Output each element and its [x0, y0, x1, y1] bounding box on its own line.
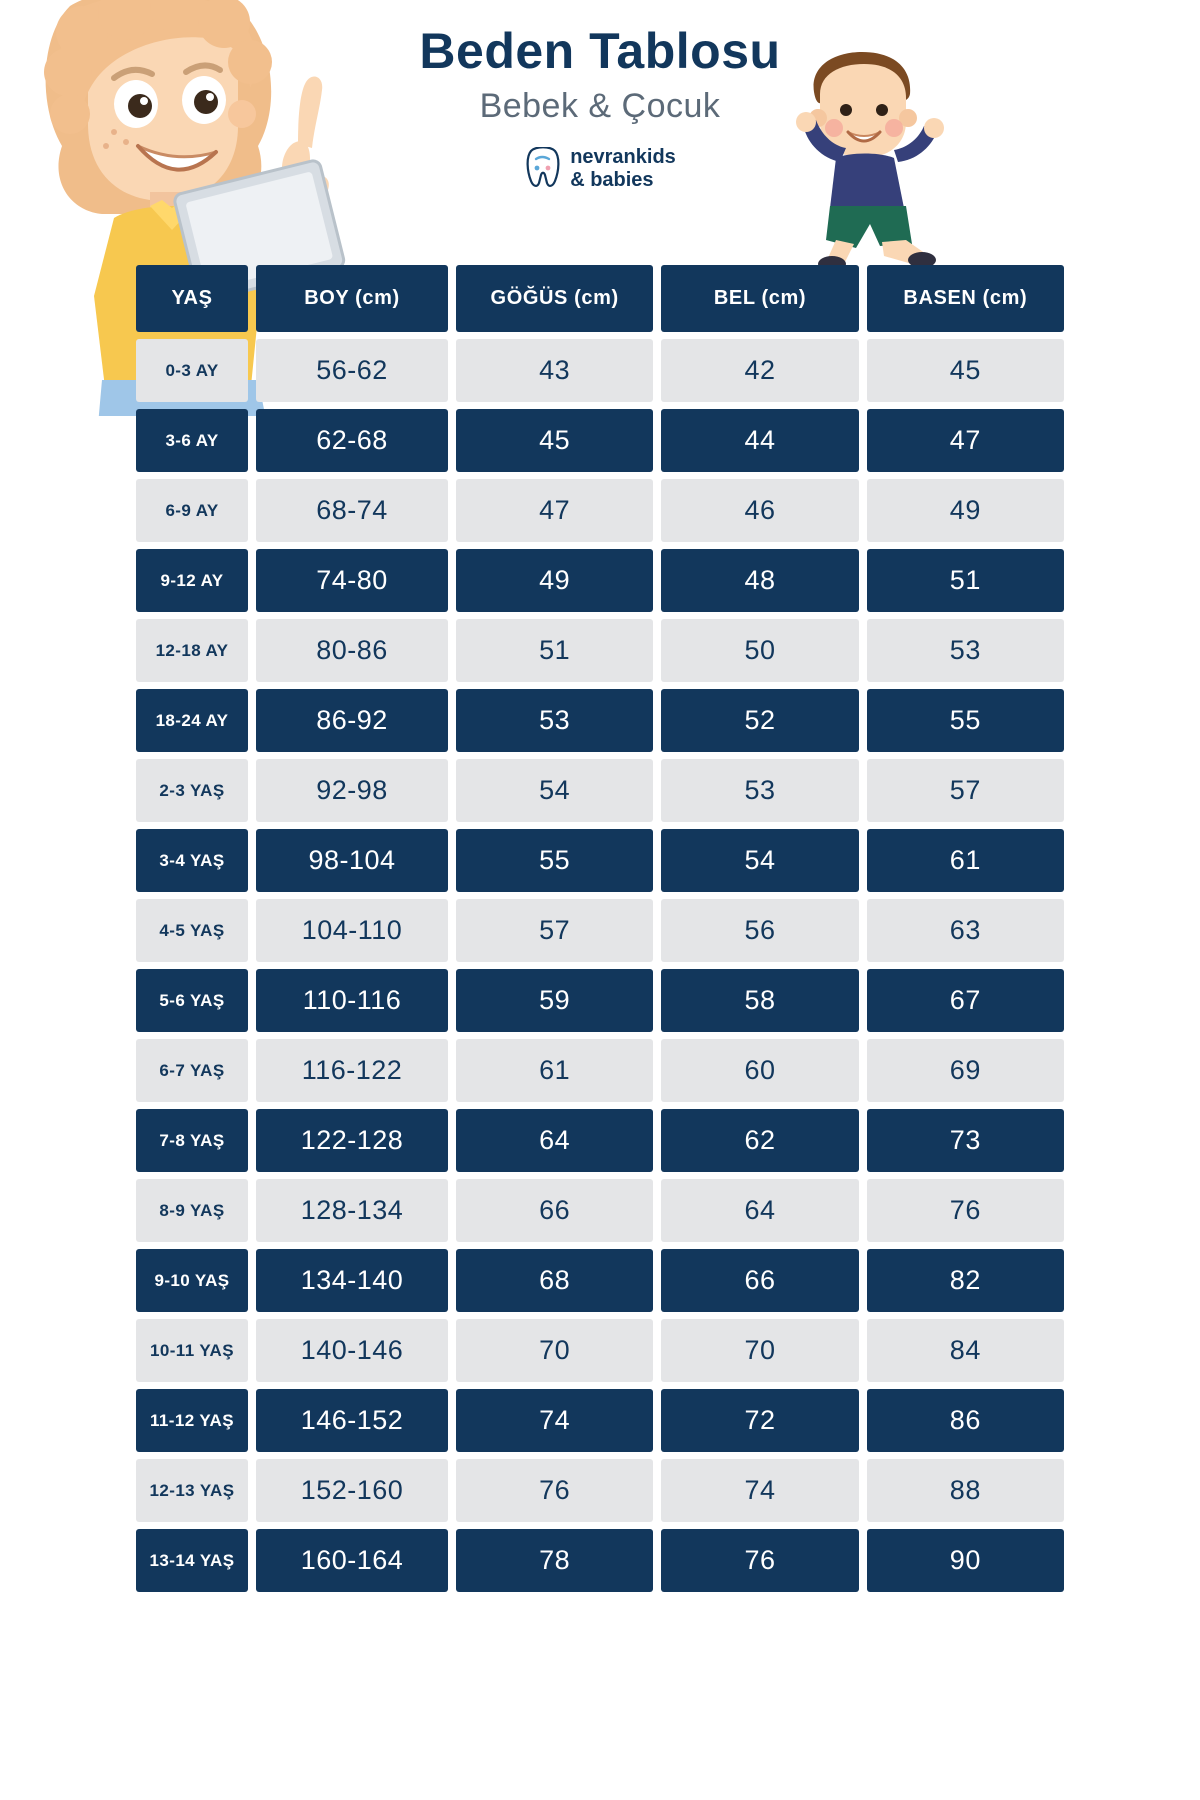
cell-age: 3-4 YAŞ [136, 829, 248, 892]
cell-age: 7-8 YAŞ [136, 1109, 248, 1172]
table-header-row [136, 265, 1064, 332]
cell-age: 4-5 YAŞ [136, 899, 248, 962]
cell-height: 98-104 [256, 829, 448, 892]
cell-chest: 70 [456, 1319, 653, 1382]
cell-chest: 68 [456, 1249, 653, 1312]
cell-hip: 86 [867, 1389, 1064, 1452]
cell-height: 160-164 [256, 1529, 448, 1592]
tooth-icon [524, 147, 560, 191]
cell-hip: 51 [867, 549, 1064, 612]
cell-hip: 67 [867, 969, 1064, 1032]
cell-height: 122-128 [256, 1109, 448, 1172]
cell-waist: 76 [661, 1529, 858, 1592]
cell-age: 12-18 AY [136, 619, 248, 682]
cell-chest: 47 [456, 479, 653, 542]
cell-waist: 62 [661, 1109, 858, 1172]
cell-chest: 43 [456, 339, 653, 402]
cell-height: 110-116 [256, 969, 448, 1032]
cell-hip: 63 [867, 899, 1064, 962]
cell-hip: 45 [867, 339, 1064, 402]
brand-line-2: & babies [570, 169, 654, 191]
cell-age: 8-9 YAŞ [136, 1179, 248, 1242]
cell-waist: 54 [661, 829, 858, 892]
cell-age: 13-14 YAŞ [136, 1529, 248, 1592]
cell-waist: 74 [661, 1459, 858, 1522]
cell-waist: 56 [661, 899, 858, 962]
cell-hip: 76 [867, 1179, 1064, 1242]
cell-waist: 44 [661, 409, 858, 472]
cell-height: 134-140 [256, 1249, 448, 1312]
table-row [136, 1319, 1064, 1382]
cell-waist: 48 [661, 549, 858, 612]
table-row [136, 1109, 1064, 1172]
cell-height: 146-152 [256, 1389, 448, 1452]
cell-hip: 47 [867, 409, 1064, 472]
cell-waist: 50 [661, 619, 858, 682]
cell-waist: 42 [661, 339, 858, 402]
column-header-hip: BASEN (cm) [867, 265, 1064, 332]
column-header-waist: BEL (cm) [661, 265, 858, 332]
cell-height: 92-98 [256, 759, 448, 822]
cell-height: 116-122 [256, 1039, 448, 1102]
cell-height: 128-134 [256, 1179, 448, 1242]
brand-line-1: nevrankids [570, 146, 676, 168]
cell-age: 0-3 AY [136, 339, 248, 402]
column-header-age: YAŞ [136, 265, 248, 332]
cell-age: 6-9 AY [136, 479, 248, 542]
cell-height: 68-74 [256, 479, 448, 542]
title-block [0, 24, 1200, 192]
cell-height: 152-160 [256, 1459, 448, 1522]
cell-hip: 53 [867, 619, 1064, 682]
cell-chest: 61 [456, 1039, 653, 1102]
table-row [136, 1529, 1064, 1592]
size-table-container [0, 258, 1200, 1599]
cell-age: 11-12 YAŞ [136, 1389, 248, 1452]
cell-waist: 58 [661, 969, 858, 1032]
cell-hip: 57 [867, 759, 1064, 822]
cell-waist: 70 [661, 1319, 858, 1382]
table-row [136, 619, 1064, 682]
cell-age: 3-6 AY [136, 409, 248, 472]
cell-waist: 53 [661, 759, 858, 822]
table-row [136, 1459, 1064, 1522]
column-header-chest: GÖĞÜS (cm) [456, 265, 653, 332]
cell-chest: 51 [456, 619, 653, 682]
table-row [136, 1249, 1064, 1312]
cell-height: 140-146 [256, 1319, 448, 1382]
cell-chest: 49 [456, 549, 653, 612]
table-row [136, 1179, 1064, 1242]
cell-chest: 53 [456, 689, 653, 752]
table-body [136, 339, 1064, 1592]
cell-age: 6-7 YAŞ [136, 1039, 248, 1102]
table-row [136, 1389, 1064, 1452]
cell-waist: 60 [661, 1039, 858, 1102]
table-header [136, 265, 1064, 332]
cell-hip: 49 [867, 479, 1064, 542]
table-row [136, 899, 1064, 962]
table-row [136, 479, 1064, 542]
cell-height: 62-68 [256, 409, 448, 472]
cell-waist: 66 [661, 1249, 858, 1312]
table-row [136, 409, 1064, 472]
cell-hip: 84 [867, 1319, 1064, 1382]
cell-height: 80-86 [256, 619, 448, 682]
cell-hip: 88 [867, 1459, 1064, 1522]
table-row [136, 339, 1064, 402]
brand-logo [0, 146, 1200, 192]
cell-age: 10-11 YAŞ [136, 1319, 248, 1382]
table-row [136, 829, 1064, 892]
cell-hip: 73 [867, 1109, 1064, 1172]
cell-waist: 64 [661, 1179, 858, 1242]
brand-name [570, 146, 676, 192]
cell-hip: 90 [867, 1529, 1064, 1592]
cell-hip: 69 [867, 1039, 1064, 1102]
cell-height: 104-110 [256, 899, 448, 962]
cell-chest: 57 [456, 899, 653, 962]
table-row [136, 759, 1064, 822]
page-subtitle: Bebek & Çocuk [479, 87, 721, 125]
cell-chest: 76 [456, 1459, 653, 1522]
cell-chest: 45 [456, 409, 653, 472]
cell-chest: 78 [456, 1529, 653, 1592]
cell-age: 9-10 YAŞ [136, 1249, 248, 1312]
cell-age: 12-13 YAŞ [136, 1459, 248, 1522]
cell-age: 18-24 AY [136, 689, 248, 752]
page-header [0, 0, 1200, 258]
cell-age: 5-6 YAŞ [136, 969, 248, 1032]
cell-age: 2-3 YAŞ [136, 759, 248, 822]
cell-chest: 64 [456, 1109, 653, 1172]
cell-chest: 59 [456, 969, 653, 1032]
cell-height: 86-92 [256, 689, 448, 752]
cell-hip: 61 [867, 829, 1064, 892]
page-title: Beden Tablosu [419, 23, 781, 79]
cell-age: 9-12 AY [136, 549, 248, 612]
cell-chest: 54 [456, 759, 653, 822]
cell-chest: 74 [456, 1389, 653, 1452]
cell-waist: 46 [661, 479, 858, 542]
cell-hip: 55 [867, 689, 1064, 752]
size-table [128, 258, 1072, 1599]
cell-chest: 66 [456, 1179, 653, 1242]
cell-chest: 55 [456, 829, 653, 892]
cell-height: 56-62 [256, 339, 448, 402]
table-row [136, 1039, 1064, 1102]
table-row [136, 969, 1064, 1032]
table-row [136, 549, 1064, 612]
cell-waist: 52 [661, 689, 858, 752]
cell-waist: 72 [661, 1389, 858, 1452]
cell-hip: 82 [867, 1249, 1064, 1312]
table-row [136, 689, 1064, 752]
column-header-height: BOY (cm) [256, 265, 448, 332]
cell-height: 74-80 [256, 549, 448, 612]
